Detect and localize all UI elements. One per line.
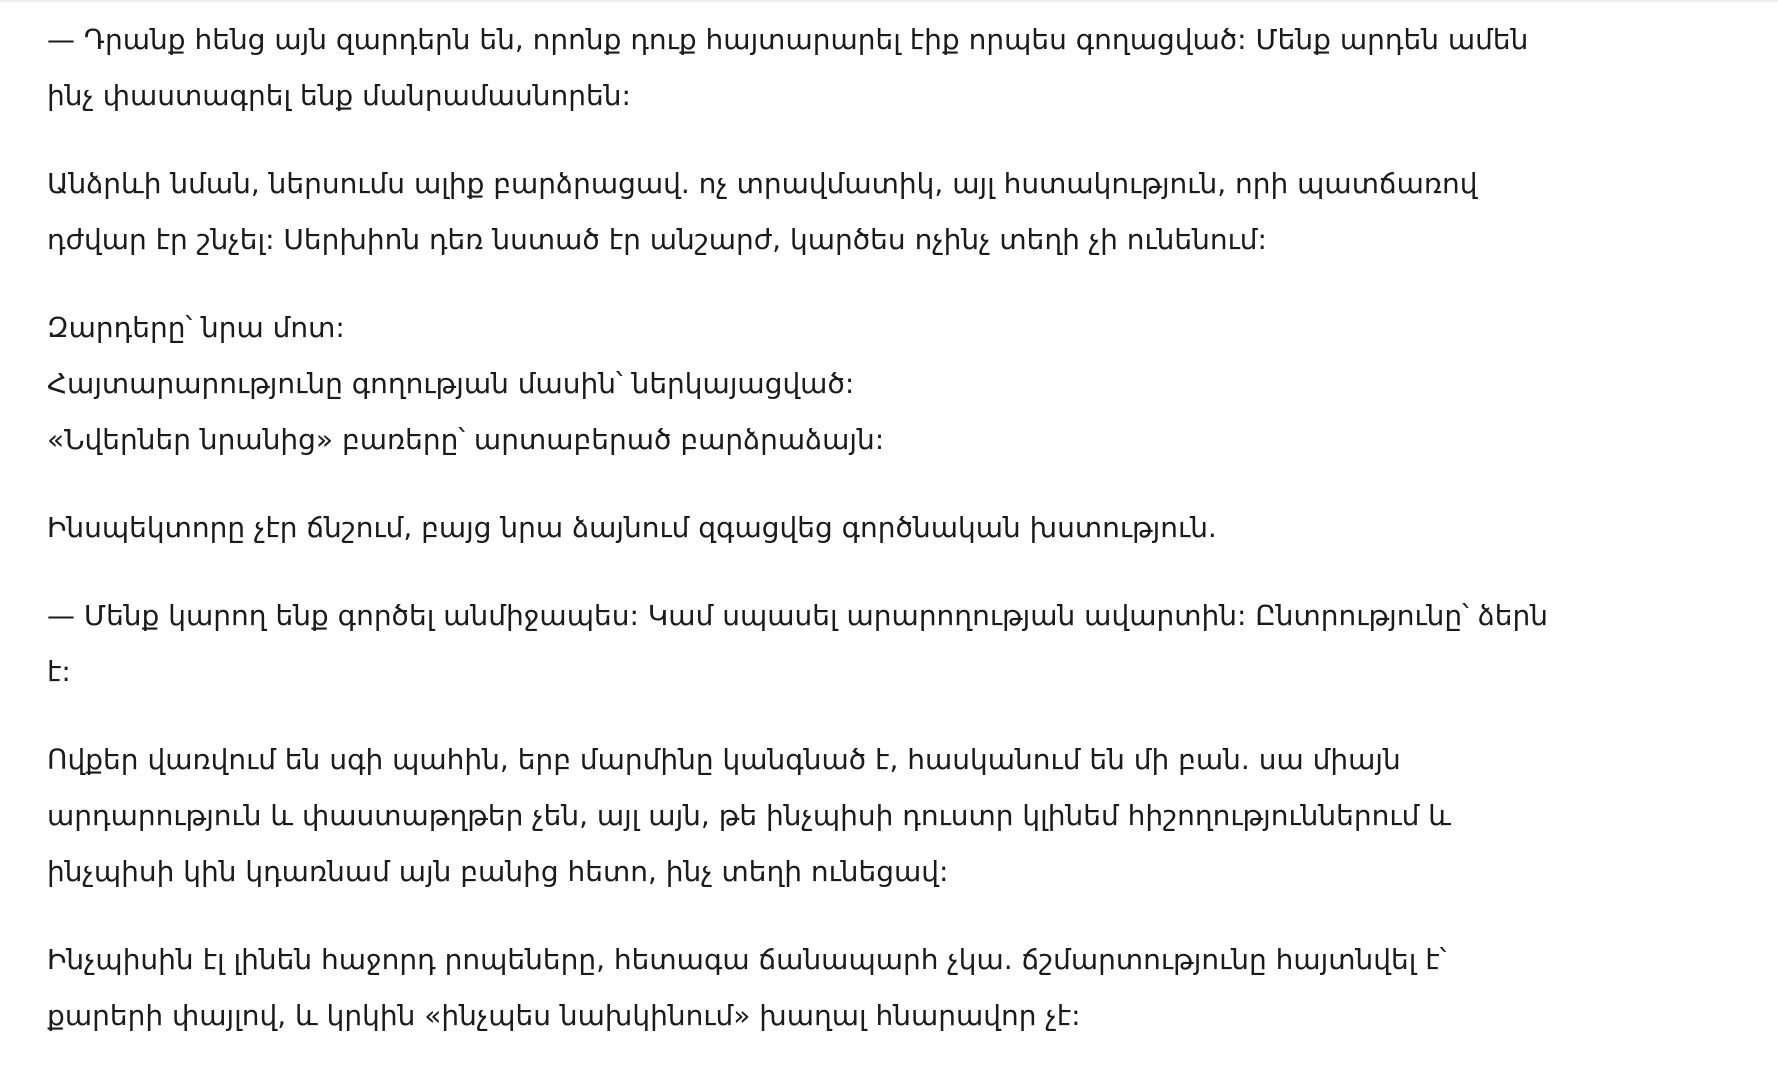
document-body [47, 12, 1647, 1076]
text-line: դժվար էր շնչել: Սերխիոն դեռ նստած էր անշարժ, կարծես ոչինչ տեղի չի ունենում: [47, 223, 1267, 256]
text-line: է: [47, 655, 71, 688]
text-line: — Մենք կարող ենք գործել անմիջապես: Կամ սպասել արարողության ավարտին: Ընտրությունը՝ ձերն [47, 599, 1548, 632]
text-line: Հայտարարությունը գողության մասին՝ ներկայացված: [47, 367, 855, 400]
text-line: ինչ փաստագրել ենք մանրամասնորեն: [47, 79, 631, 112]
paragraph [47, 588, 1647, 700]
paragraph [47, 12, 1647, 124]
text-line: արդարություն և փաստաթղթեր չեն, այլ այն, թե ինչպիսի դուստր կլինեմ հիշողություններում և [47, 799, 1451, 832]
paragraph [47, 932, 1647, 1044]
paragraph [47, 500, 1647, 556]
top-divider [0, 0, 1778, 2]
paragraph [47, 732, 1647, 900]
text-line: Ովքեր վառվում են սգի պահին, երբ մարմինը կանգնած է, հասկանում են մի բան. սա միայն [47, 743, 1401, 776]
text-line: Զարդերը՝ նրա մոտ: [47, 311, 345, 344]
text-line: Ինսպեկտորը չէր ճնշում, բայց նրա ձայնում զգացվեց գործնական խստություն. [47, 511, 1217, 544]
text-line: Ինչպիսին էլ լինեն հաջորդ րոպեները, հետագա ճանապարհ չկա. ճշմարտությունը հայտնվել է՝ [47, 943, 1447, 976]
text-line: քարերի փայլով, և կրկին «ինչպես նախկինում» խաղալ հնարավոր չէ: [47, 999, 1081, 1032]
text-line: ինչպիսի կին կդառնամ այն բանից հետո, ինչ տեղի ունեցավ: [47, 855, 949, 888]
paragraph [47, 156, 1647, 268]
paragraph [47, 300, 1647, 468]
text-line: — Դրանք հենց այն զարդերն են, որոնք դուք հայտարարել էիք որպես գողացված: Մենք արդեն ամեն [47, 23, 1529, 56]
text-line: «Նվերներ նրանից» բառերը՝ արտաբերած բարձրաձայն: [47, 423, 885, 456]
text-line: Անձրևի նման, ներսումս ալիք բարձրացավ. ոչ տրավմատիկ, այլ հստակություն, որի պատճառով [47, 167, 1478, 200]
